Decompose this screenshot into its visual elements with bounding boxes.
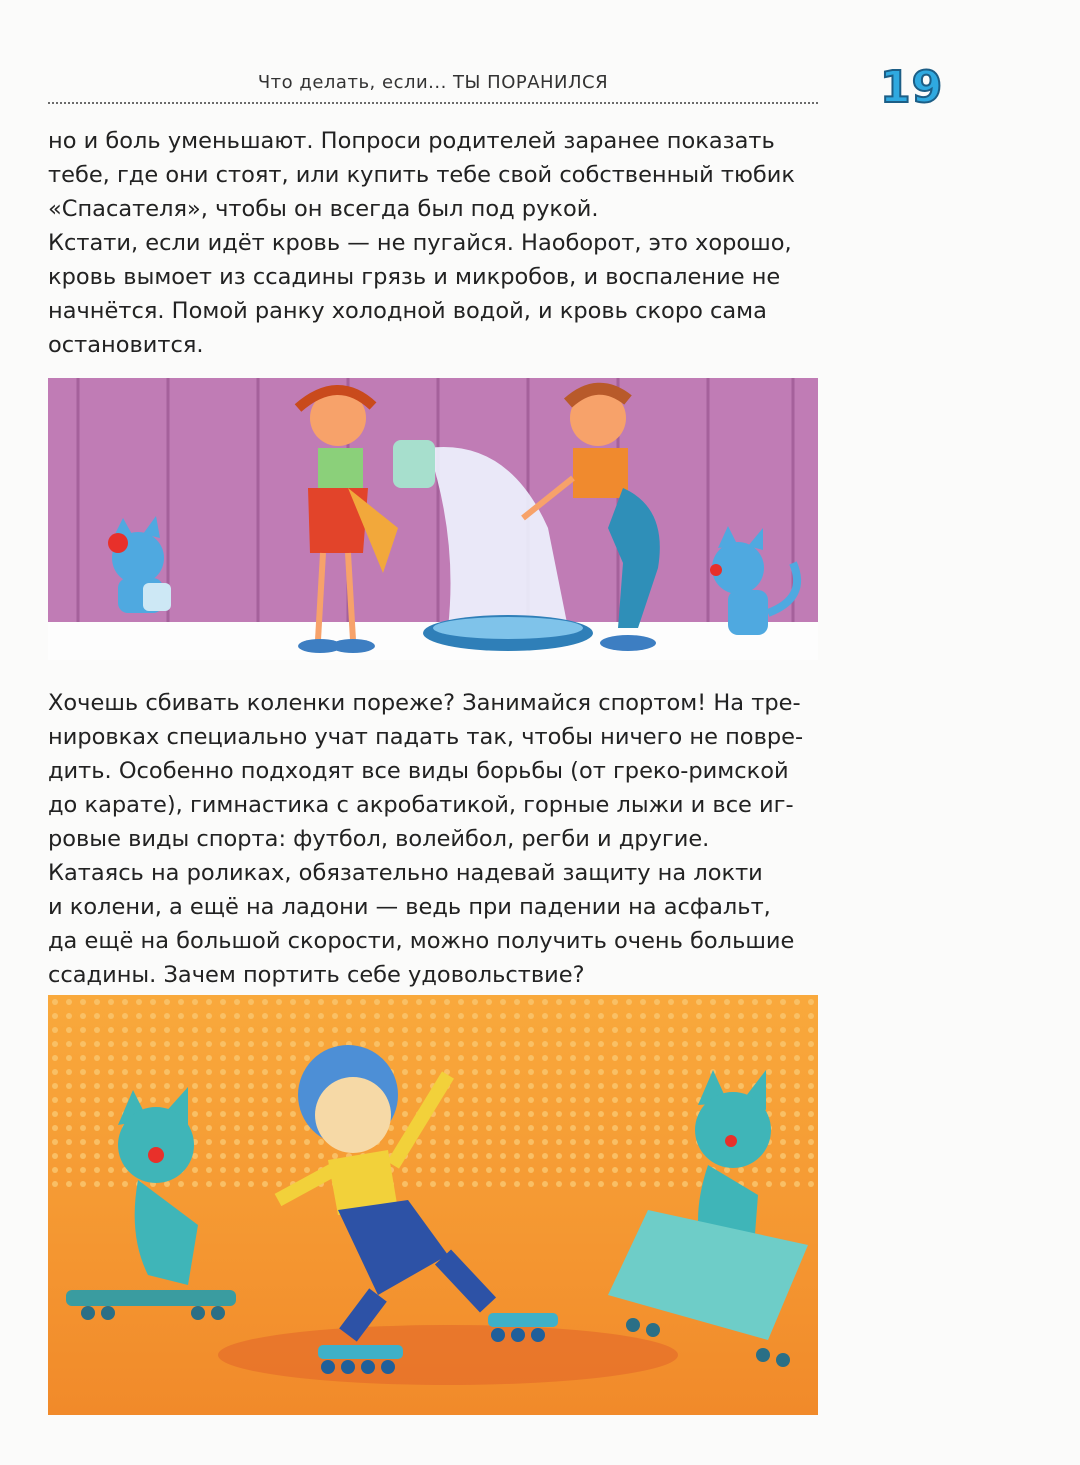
illustration-rollerblading xyxy=(48,995,818,1415)
text-line: ссадины. Зачем портить себе удовольствие? xyxy=(48,962,585,988)
text-line: да ещё на большой скорости, можно получить очень большие xyxy=(48,928,795,954)
text-line: Катаясь на роликах, обязательно надевай защиту на локти xyxy=(48,860,763,886)
text-line: тебе, где они стоят, или купить тебе свой собственный тюбик xyxy=(48,162,796,188)
header-dotted-rule xyxy=(48,102,818,104)
paragraph-first-aid xyxy=(48,124,818,362)
text-line: Кстати, если идёт кровь — не пугайся. Наоборот, это хорошо, xyxy=(48,230,792,256)
page-number: 19 xyxy=(880,62,944,113)
text-line: и колени, а ещё на ладони — ведь при падении на асфальт, xyxy=(48,894,771,920)
page-header xyxy=(48,70,818,110)
running-title: Что делать, если... ТЫ ПОРАНИЛСЯ xyxy=(257,72,609,93)
paragraph-sport xyxy=(48,686,818,992)
text-line: остановится. xyxy=(48,332,204,358)
text-line: нировках специально учат падать так, чтобы ничего не повре- xyxy=(48,724,804,750)
text-line: ровые виды спорта: футбол, волейбол, регби и другие. xyxy=(48,826,710,852)
text-line: Хочешь сбивать коленки пореже? Занимайся спортом! На тре- xyxy=(48,690,801,716)
text-line: до карате), гимнастика с акробатикой, горные лыжи и все иг- xyxy=(48,792,794,818)
illustration-washing-hands xyxy=(48,378,818,660)
text-line: «Спасателя», чтобы он всегда был под рукой. xyxy=(48,196,599,222)
text-line: но и боль уменьшают. Попроси родителей заранее показать xyxy=(48,128,775,154)
text-line: начнётся. Помой ранку холодной водой, и кровь скоро сама xyxy=(48,298,767,324)
text-line: кровь вымоет из ссадины грязь и микробов, и воспаление не xyxy=(48,264,781,290)
text-line: дить. Особенно подходят все виды борьбы (от греко-римской xyxy=(48,758,789,784)
